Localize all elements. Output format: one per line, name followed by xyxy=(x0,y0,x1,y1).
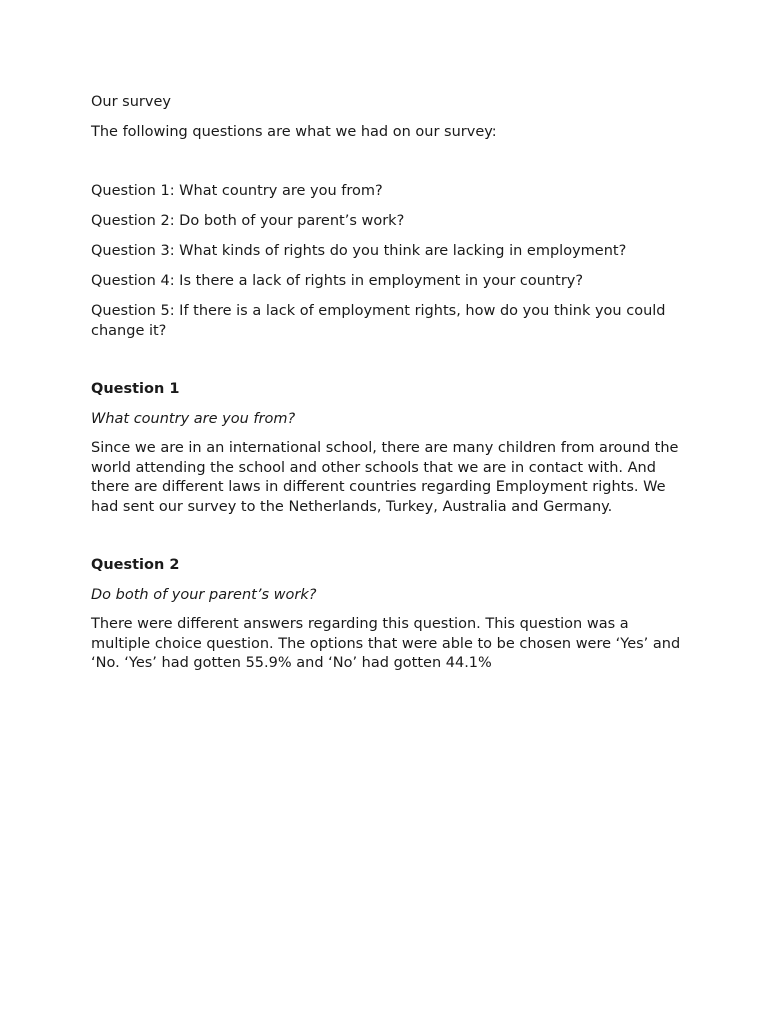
section-heading: Question 1 xyxy=(91,381,180,397)
question-list-item-5: Question 5: If there is a lack of employment rights, how do you think you could change it? xyxy=(91,303,666,339)
intro-title: Our survey xyxy=(91,94,171,110)
section-body: Since we are in an international school, there are many children from around the world attending the school and other schools that we are in contact with. And there are different laws in different countries regarding Employment rights. We had sent our survey to the Netherlands, Turkey, Australia and Germany. xyxy=(91,440,679,515)
section-question-text: Do both of your parent’s work? xyxy=(91,586,317,603)
question-list xyxy=(91,182,681,341)
section-body: There were different answers regarding this question. This question was a multiple choice question. The options that were able to be chosen were ‘Yes’ and ‘No. ‘Yes’ had gotten 55.9% and ‘No’ had gotten 44.1% xyxy=(91,616,681,671)
section-question-1 xyxy=(91,380,681,517)
question-list-item-4: Question 4: Is there a lack of rights in employment in your country? xyxy=(91,273,584,289)
question-list-item-2: Question 2: Do both of your parent’s work? xyxy=(91,213,405,229)
section-question-text: What country are you from? xyxy=(91,410,296,427)
intro-text: The following questions are what we had on our survey: xyxy=(91,123,497,140)
section-heading: Question 2 xyxy=(91,557,180,573)
question-list-item-3: Question 3: What kinds of rights do you think are lacking in employment? xyxy=(91,243,627,259)
document-body xyxy=(91,93,681,713)
section-question-2 xyxy=(91,556,681,674)
question-list-item-1: Question 1: What country are you from? xyxy=(91,183,383,199)
